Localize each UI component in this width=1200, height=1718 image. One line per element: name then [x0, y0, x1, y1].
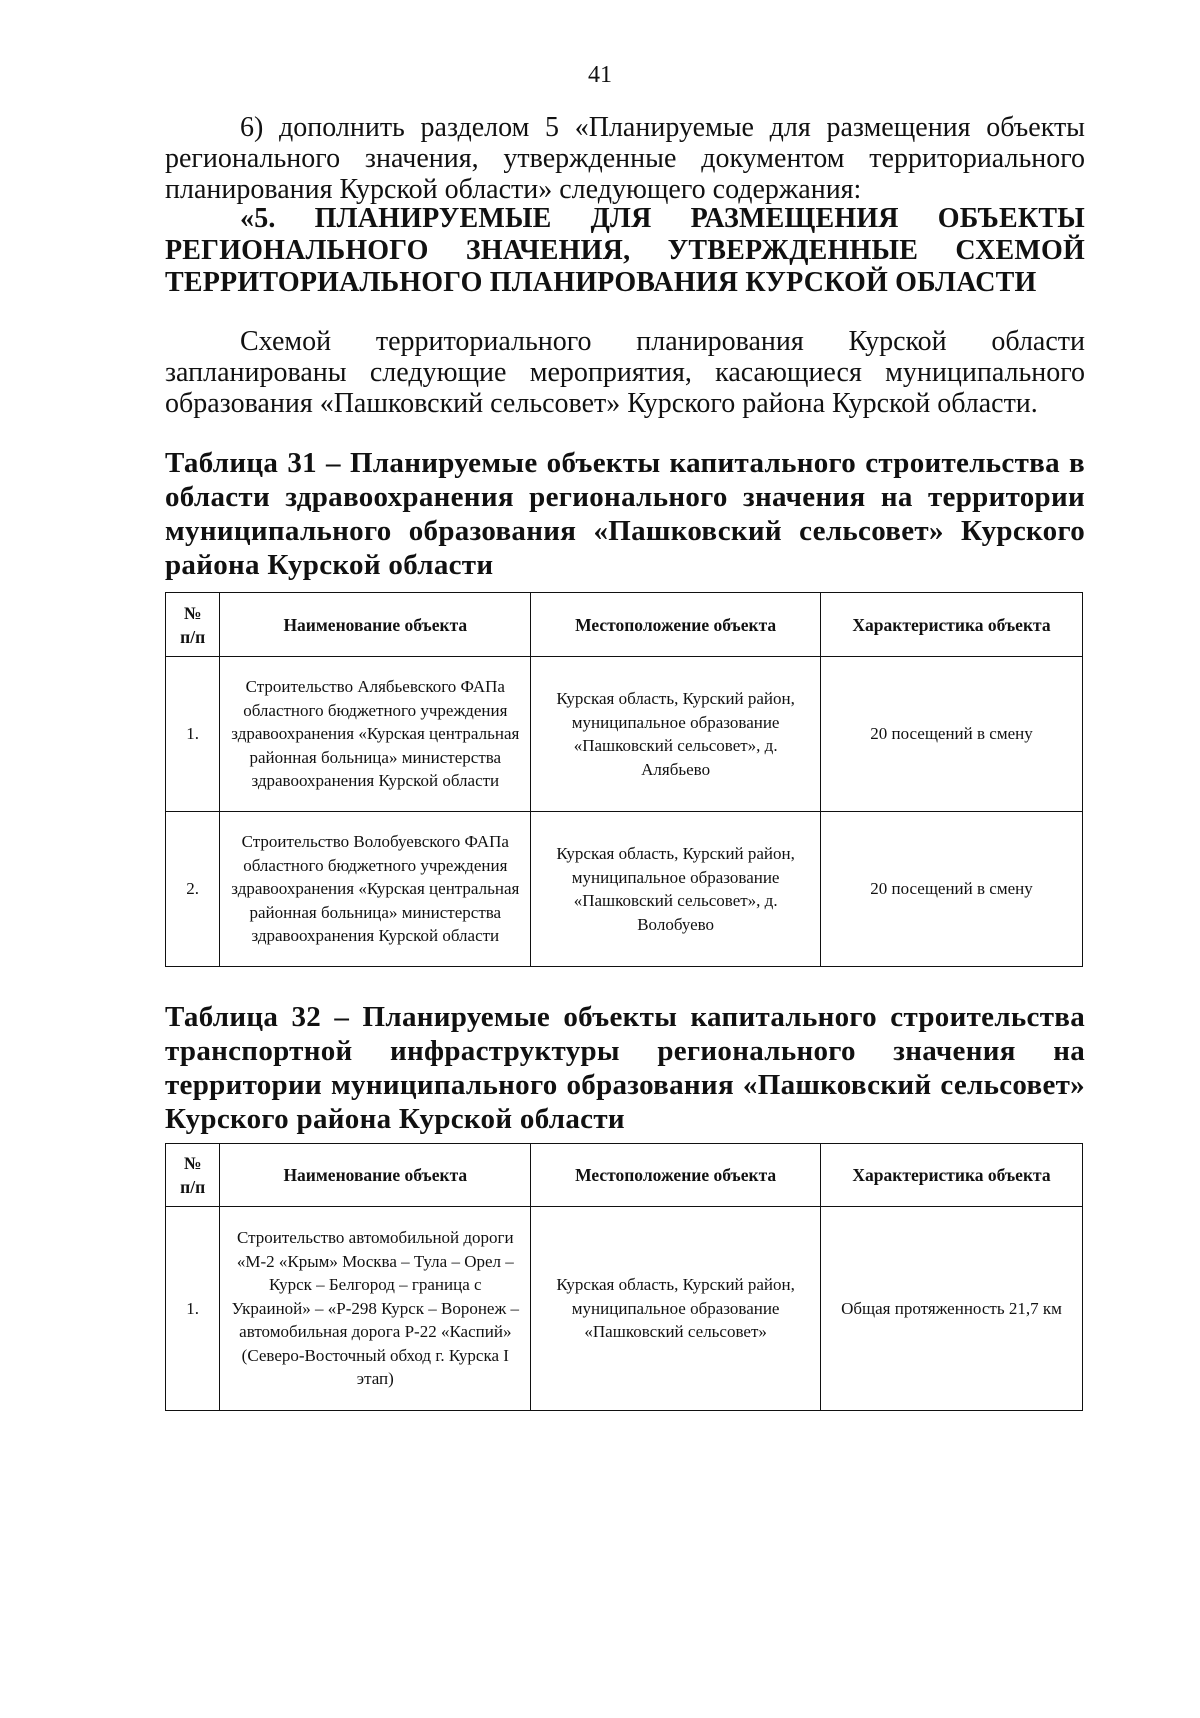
table-row [166, 812, 1083, 967]
header-name: Наименование объекта [220, 593, 531, 657]
scheme-block [165, 326, 1085, 419]
object-location: Курская область, Курский район, муниципальное образование «Пашковский сельсовет» [531, 1207, 821, 1411]
header-location: Местоположение объекта [531, 593, 821, 657]
object-characteristic: Общая протяженность 21,7 км [820, 1207, 1082, 1411]
object-characteristic: 20 посещений в смену [820, 657, 1082, 812]
table-row [166, 1207, 1083, 1411]
row-number: 1. [166, 1207, 220, 1411]
header-location: Местоположение объекта [531, 1144, 821, 1207]
table31-caption-block [165, 446, 1085, 582]
header-name: Наименование объекта [220, 1144, 531, 1207]
object-name: Строительство автомобильной дороги «М-2 «Крым» Москва – Тула – Орел – Курск – Белгород – граница с Украиной» – «Р-298 Курск – Воронеж – автомобильная дорога Р-22 «Каспий» (Северо-Восточный обход г. Курска I этап) [220, 1207, 531, 1411]
table-32 [165, 1143, 1083, 1411]
page-number: 41 [588, 62, 612, 88]
object-characteristic: 20 посещений в смену [820, 812, 1082, 967]
table31-caption: Таблица 31 – Планируемые объекты капитального строительства в области здравоохранения регионального значения на территории муниципального образования «Пашковский сельсовет» Курского района Курской области [165, 447, 1085, 581]
header-num-line1: № [183, 1153, 202, 1173]
intro-block [165, 112, 1085, 205]
scheme-paragraph: Схемой территориального планирования Курской области запланированы следующие мероприятия, касающиеся муниципального образования «Пашковский сельсовет» Курского района Курской области. [165, 326, 1085, 419]
row-number: 1. [166, 657, 220, 812]
object-name: Строительство Алябьевского ФАПа областного бюджетного учреждения здравоохранения «Курская центральная районная больница» министерства здравоохранения Курской области [220, 657, 531, 812]
object-location: Курская область, Курский район, муниципальное образование «Пашковский сельсовет», д. Алябьево [531, 657, 821, 812]
header-characteristic: Характеристика объекта [820, 593, 1082, 657]
intro-paragraph: 6) дополнить разделом 5 «Планируемые для размещения объекты регионального значения, утвержденные документом территориального планирования Курской области» следующего содержания: [165, 112, 1085, 205]
table-31 [165, 592, 1083, 967]
table32-header-row [166, 1144, 1083, 1207]
section-heading-block [165, 203, 1085, 299]
section-heading: «5. ПЛАНИРУЕМЫЕ ДЛЯ РАЗМЕЩЕНИЯ ОБЪЕКТЫ РЕГИОНАЛЬНОГО ЗНАЧЕНИЯ, УТВЕРЖДЕННЫЕ СХЕМОЙ ТЕРРИТОРИАЛЬНОГО ПЛАНИРОВАНИЯ КУРСКОЙ ОБЛАСТИ [165, 203, 1085, 298]
header-num-line2: п/п [180, 626, 206, 647]
table32-caption-block [165, 1000, 1085, 1136]
object-location: Курская область, Курский район, муниципальное образование «Пашковский сельсовет», д. Волобуево [531, 812, 821, 967]
header-characteristic: Характеристика объекта [820, 1144, 1082, 1207]
header-num [166, 593, 220, 657]
object-name: Строительство Волобуевского ФАПа областного бюджетного учреждения здравоохранения «Курская центральная районная больница» министерства здравоохранения Курской области [220, 812, 531, 967]
table32-caption: Таблица 32 – Планируемые объекты капитального строительства транспортной инфраструктуры регионального значения на территории муниципального образования «Пашковский сельсовет» Курского района Курской области [165, 1001, 1085, 1135]
header-num [166, 1144, 220, 1207]
table-row [166, 657, 1083, 812]
header-num-line1: № [183, 602, 202, 623]
table31-header-row [166, 593, 1083, 657]
header-num-line2: п/п [180, 1177, 206, 1197]
row-number: 2. [166, 812, 220, 967]
